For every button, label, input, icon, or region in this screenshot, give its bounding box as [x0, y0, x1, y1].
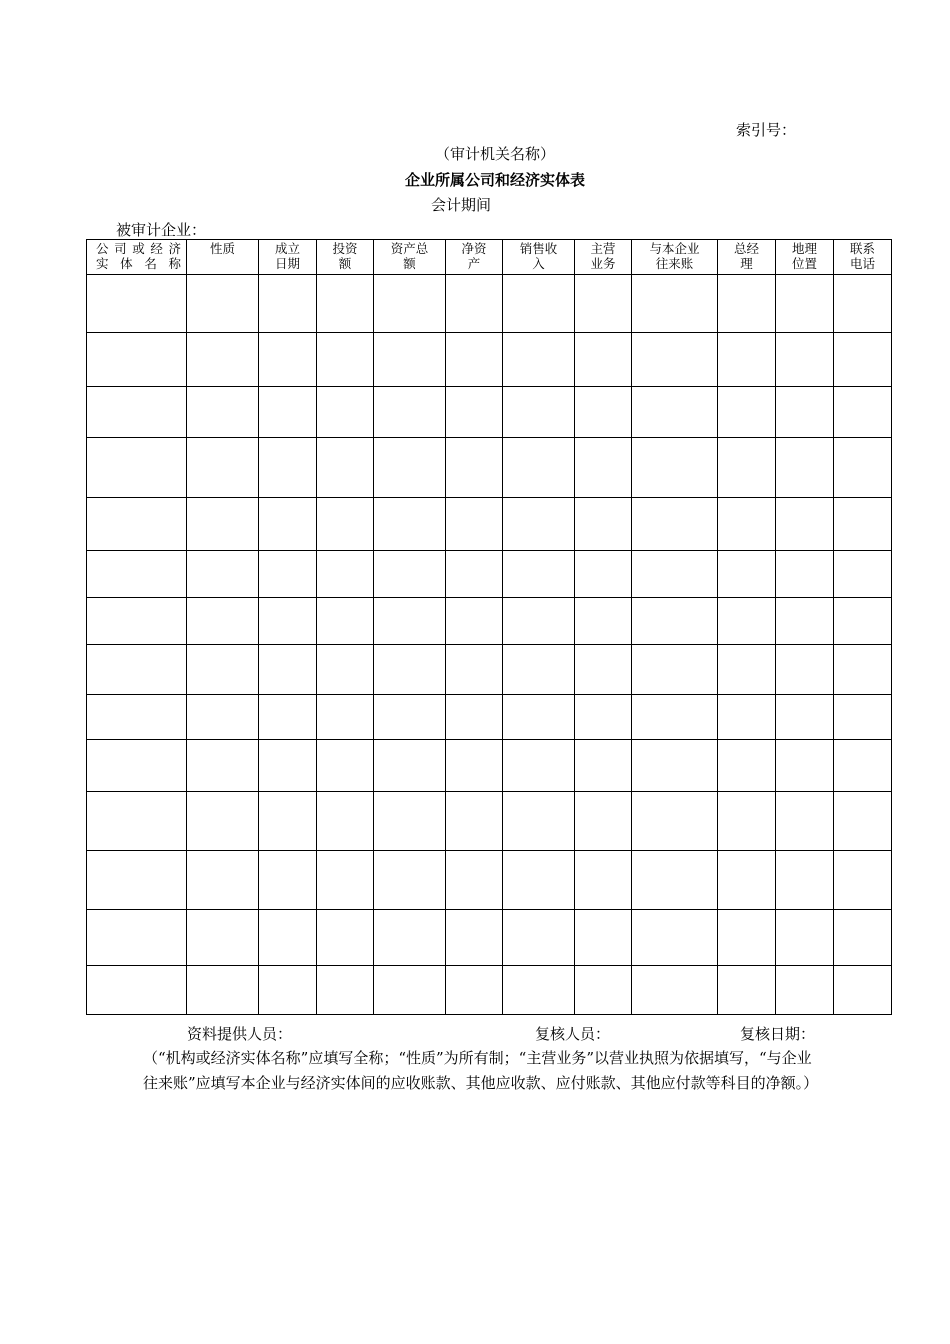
table-cell[interactable]	[575, 438, 632, 498]
table-cell[interactable]	[87, 695, 187, 740]
table-cell[interactable]	[503, 275, 575, 333]
table-cell[interactable]	[718, 551, 776, 598]
table-cell[interactable]	[718, 598, 776, 645]
table-cell[interactable]	[575, 275, 632, 333]
table-cell[interactable]	[575, 910, 632, 966]
table-cell[interactable]	[834, 966, 892, 1015]
table-cell[interactable]	[446, 645, 503, 695]
table-cell[interactable]	[87, 438, 187, 498]
table-cell[interactable]	[834, 551, 892, 598]
table-cell[interactable]	[503, 851, 575, 910]
table-cell[interactable]	[632, 695, 718, 740]
col-header-sales-revenue: 销售收 入	[503, 240, 575, 275]
table-cell[interactable]	[87, 333, 187, 387]
table-cell[interactable]	[834, 438, 892, 498]
table-cell[interactable]	[446, 910, 503, 966]
col-header-investment: 投资 额	[317, 240, 374, 275]
accounting-period-label: 会计期间	[431, 196, 492, 214]
instruction-note: （“机构或经济实体名称”应填写全称；“性质”为所有制；“主营业务”以营业执照为依据填写，“与企业往来账”应填写本企业与经济实体间的应收账款、其他应收款、应付账款、其他应付款等科目的净额。）	[143, 1049, 819, 1092]
table-cell[interactable]	[446, 387, 503, 438]
table-cell[interactable]	[718, 966, 776, 1015]
table-cell[interactable]	[776, 438, 834, 498]
table-cell[interactable]	[834, 333, 892, 387]
table-cell[interactable]	[834, 792, 892, 851]
table-cell[interactable]	[718, 498, 776, 551]
table-cell[interactable]	[503, 645, 575, 695]
table-cell[interactable]	[259, 966, 317, 1015]
table-cell[interactable]	[259, 851, 317, 910]
col-header-established-date: 成立 日期	[259, 240, 317, 275]
table-cell[interactable]	[834, 851, 892, 910]
table-cell[interactable]	[503, 598, 575, 645]
table-cell[interactable]	[834, 387, 892, 438]
table-cell[interactable]	[718, 275, 776, 333]
col-header-phone: 联系 电话	[834, 240, 892, 275]
table-cell[interactable]	[575, 498, 632, 551]
table-cell[interactable]	[317, 792, 374, 851]
table-cell[interactable]	[446, 598, 503, 645]
table-cell[interactable]	[503, 387, 575, 438]
table-cell[interactable]	[632, 910, 718, 966]
table-cell[interactable]	[87, 910, 187, 966]
table-cell[interactable]	[575, 598, 632, 645]
table-row	[87, 851, 892, 910]
table-cell[interactable]	[317, 645, 374, 695]
table-cell[interactable]	[259, 910, 317, 966]
table-cell[interactable]	[317, 740, 374, 792]
table-cell[interactable]	[187, 551, 259, 598]
table-cell[interactable]	[187, 438, 259, 498]
table-cell[interactable]	[374, 275, 446, 333]
table-row	[87, 910, 892, 966]
table-cell[interactable]	[632, 598, 718, 645]
table-cell[interactable]	[374, 910, 446, 966]
table-cell[interactable]	[87, 740, 187, 792]
table-cell[interactable]	[317, 910, 374, 966]
table-cell[interactable]	[187, 910, 259, 966]
review-date-label: 复核日期：	[740, 1025, 816, 1043]
table-cell[interactable]	[776, 966, 834, 1015]
col-header-main-business: 主营 业务	[575, 240, 632, 275]
table-cell[interactable]	[317, 438, 374, 498]
table-cell[interactable]	[503, 498, 575, 551]
table-cell[interactable]	[317, 551, 374, 598]
table-cell[interactable]	[446, 792, 503, 851]
table-cell[interactable]	[374, 851, 446, 910]
table-cell[interactable]	[187, 387, 259, 438]
table-header-row	[87, 240, 892, 275]
table-cell[interactable]	[374, 645, 446, 695]
table-cell[interactable]	[834, 695, 892, 740]
table-row	[87, 498, 892, 551]
table-row	[87, 740, 892, 792]
table-cell[interactable]	[776, 910, 834, 966]
table-cell[interactable]	[718, 438, 776, 498]
table-cell[interactable]	[632, 498, 718, 551]
table-cell[interactable]	[503, 910, 575, 966]
table-cell[interactable]	[575, 387, 632, 438]
table-cell[interactable]	[259, 740, 317, 792]
table-cell[interactable]	[446, 275, 503, 333]
table-cell[interactable]	[374, 598, 446, 645]
table-cell[interactable]	[632, 645, 718, 695]
table-cell[interactable]	[374, 792, 446, 851]
table-cell[interactable]	[776, 551, 834, 598]
table-cell[interactable]	[503, 740, 575, 792]
index-number-label: 索引号：	[736, 121, 797, 139]
table-cell[interactable]	[834, 910, 892, 966]
table-cell[interactable]	[259, 333, 317, 387]
table-cell[interactable]	[632, 438, 718, 498]
table-cell[interactable]	[834, 645, 892, 695]
col-header-general-manager: 总经 理	[718, 240, 776, 275]
table-cell[interactable]	[776, 333, 834, 387]
table-cell[interactable]	[187, 275, 259, 333]
table-cell[interactable]	[632, 275, 718, 333]
table-cell[interactable]	[503, 438, 575, 498]
table-cell[interactable]	[187, 740, 259, 792]
table-cell[interactable]	[503, 551, 575, 598]
table-cell[interactable]	[718, 387, 776, 438]
table-cell[interactable]	[575, 645, 632, 695]
table-cell[interactable]	[776, 275, 834, 333]
table-cell[interactable]	[187, 851, 259, 910]
table-cell[interactable]	[87, 387, 187, 438]
table-cell[interactable]	[259, 387, 317, 438]
table-cell[interactable]	[259, 645, 317, 695]
table-cell[interactable]	[259, 498, 317, 551]
table-cell[interactable]	[718, 910, 776, 966]
table-cell[interactable]	[374, 966, 446, 1015]
table-cell[interactable]	[575, 851, 632, 910]
table-cell[interactable]	[503, 695, 575, 740]
table-cell[interactable]	[87, 498, 187, 551]
table-cell[interactable]	[776, 498, 834, 551]
table-cell[interactable]	[575, 333, 632, 387]
table-cell[interactable]	[87, 792, 187, 851]
table-cell[interactable]	[187, 598, 259, 645]
table-cell[interactable]	[446, 333, 503, 387]
table-cell[interactable]	[718, 792, 776, 851]
table-cell[interactable]	[187, 333, 259, 387]
table-cell[interactable]	[776, 598, 834, 645]
table-cell[interactable]	[446, 851, 503, 910]
table-cell[interactable]	[87, 275, 187, 333]
table-cell[interactable]	[446, 966, 503, 1015]
table-cell[interactable]	[259, 695, 317, 740]
table-cell[interactable]	[187, 792, 259, 851]
table-cell[interactable]	[374, 387, 446, 438]
table-cell[interactable]	[632, 792, 718, 851]
table-cell[interactable]	[446, 695, 503, 740]
table-row	[87, 275, 892, 333]
table-cell[interactable]	[259, 598, 317, 645]
table-row	[87, 792, 892, 851]
col-header-intercompany-account: 与本企业 往来账	[632, 240, 718, 275]
table-cell[interactable]	[575, 966, 632, 1015]
table-cell[interactable]	[632, 333, 718, 387]
col-header-net-assets: 净资 产	[446, 240, 503, 275]
table-cell[interactable]	[834, 598, 892, 645]
audit-agency-name: （审计机关名称）	[434, 145, 555, 163]
document-title: 企业所属公司和经济实体表	[404, 171, 585, 189]
table-cell[interactable]	[317, 966, 374, 1015]
table-cell[interactable]	[776, 851, 834, 910]
table-cell[interactable]	[718, 645, 776, 695]
table-row	[87, 645, 892, 695]
table-cell[interactable]	[503, 333, 575, 387]
table-cell[interactable]	[187, 966, 259, 1015]
table-cell[interactable]	[632, 551, 718, 598]
table-cell[interactable]	[87, 598, 187, 645]
table-cell[interactable]	[259, 438, 317, 498]
table-cell[interactable]	[374, 438, 446, 498]
col-header-entity-name: 公司或经济 实体名称	[87, 240, 187, 275]
table-cell[interactable]	[87, 966, 187, 1015]
table-row	[87, 598, 892, 645]
table-cell[interactable]	[776, 740, 834, 792]
table-cell[interactable]	[187, 498, 259, 551]
table-cell[interactable]	[718, 740, 776, 792]
table-cell[interactable]	[776, 645, 834, 695]
table-cell[interactable]	[575, 792, 632, 851]
table-cell[interactable]	[187, 695, 259, 740]
preparer-label: 资料提供人员：	[187, 1025, 293, 1043]
table-cell[interactable]	[374, 498, 446, 551]
col-header-total-assets: 资产总 额	[374, 240, 446, 275]
table-cell[interactable]	[446, 551, 503, 598]
table-cell[interactable]	[87, 551, 187, 598]
table-row	[87, 387, 892, 438]
col-header-location: 地理 位置	[776, 240, 834, 275]
table-cell[interactable]	[374, 551, 446, 598]
table-cell[interactable]	[317, 333, 374, 387]
table-cell[interactable]	[776, 387, 834, 438]
table-cell[interactable]	[317, 387, 374, 438]
table-cell[interactable]	[834, 275, 892, 333]
table-cell[interactable]	[187, 645, 259, 695]
table-cell[interactable]	[374, 740, 446, 792]
table-cell[interactable]	[374, 695, 446, 740]
table-cell[interactable]	[87, 851, 187, 910]
table-cell[interactable]	[632, 387, 718, 438]
table-cell[interactable]	[259, 551, 317, 598]
table-cell[interactable]	[718, 695, 776, 740]
table-cell[interactable]	[632, 740, 718, 792]
table-cell[interactable]	[446, 740, 503, 792]
col-header-nature: 性质	[187, 240, 259, 275]
table-cell[interactable]	[575, 695, 632, 740]
table-cell[interactable]	[259, 792, 317, 851]
table-row	[87, 695, 892, 740]
table-cell[interactable]	[718, 851, 776, 910]
table-cell[interactable]	[776, 695, 834, 740]
table-row	[87, 551, 892, 598]
reviewer-label: 复核人员：	[535, 1025, 611, 1043]
table-cell[interactable]	[259, 275, 317, 333]
table-cell[interactable]	[503, 792, 575, 851]
table-cell[interactable]	[317, 851, 374, 910]
table-row	[87, 438, 892, 498]
table-cell[interactable]	[317, 275, 374, 333]
table-cell[interactable]	[718, 333, 776, 387]
table-cell[interactable]	[575, 740, 632, 792]
table-cell[interactable]	[834, 498, 892, 551]
table-cell[interactable]	[374, 333, 446, 387]
table-cell[interactable]	[317, 598, 374, 645]
audited-enterprise-label: 被审计企业：	[116, 221, 207, 239]
table-cell[interactable]	[317, 498, 374, 551]
table-body	[87, 275, 892, 1015]
table-cell[interactable]	[575, 551, 632, 598]
table-cell[interactable]	[446, 438, 503, 498]
entity-table	[86, 239, 892, 1015]
table-cell[interactable]	[317, 695, 374, 740]
table-cell[interactable]	[87, 645, 187, 695]
table-cell[interactable]	[632, 966, 718, 1015]
table-cell[interactable]	[834, 740, 892, 792]
table-cell[interactable]	[503, 966, 575, 1015]
table-cell[interactable]	[632, 851, 718, 910]
table-row	[87, 966, 892, 1015]
table-row	[87, 333, 892, 387]
table-cell[interactable]	[446, 498, 503, 551]
table-cell[interactable]	[776, 792, 834, 851]
